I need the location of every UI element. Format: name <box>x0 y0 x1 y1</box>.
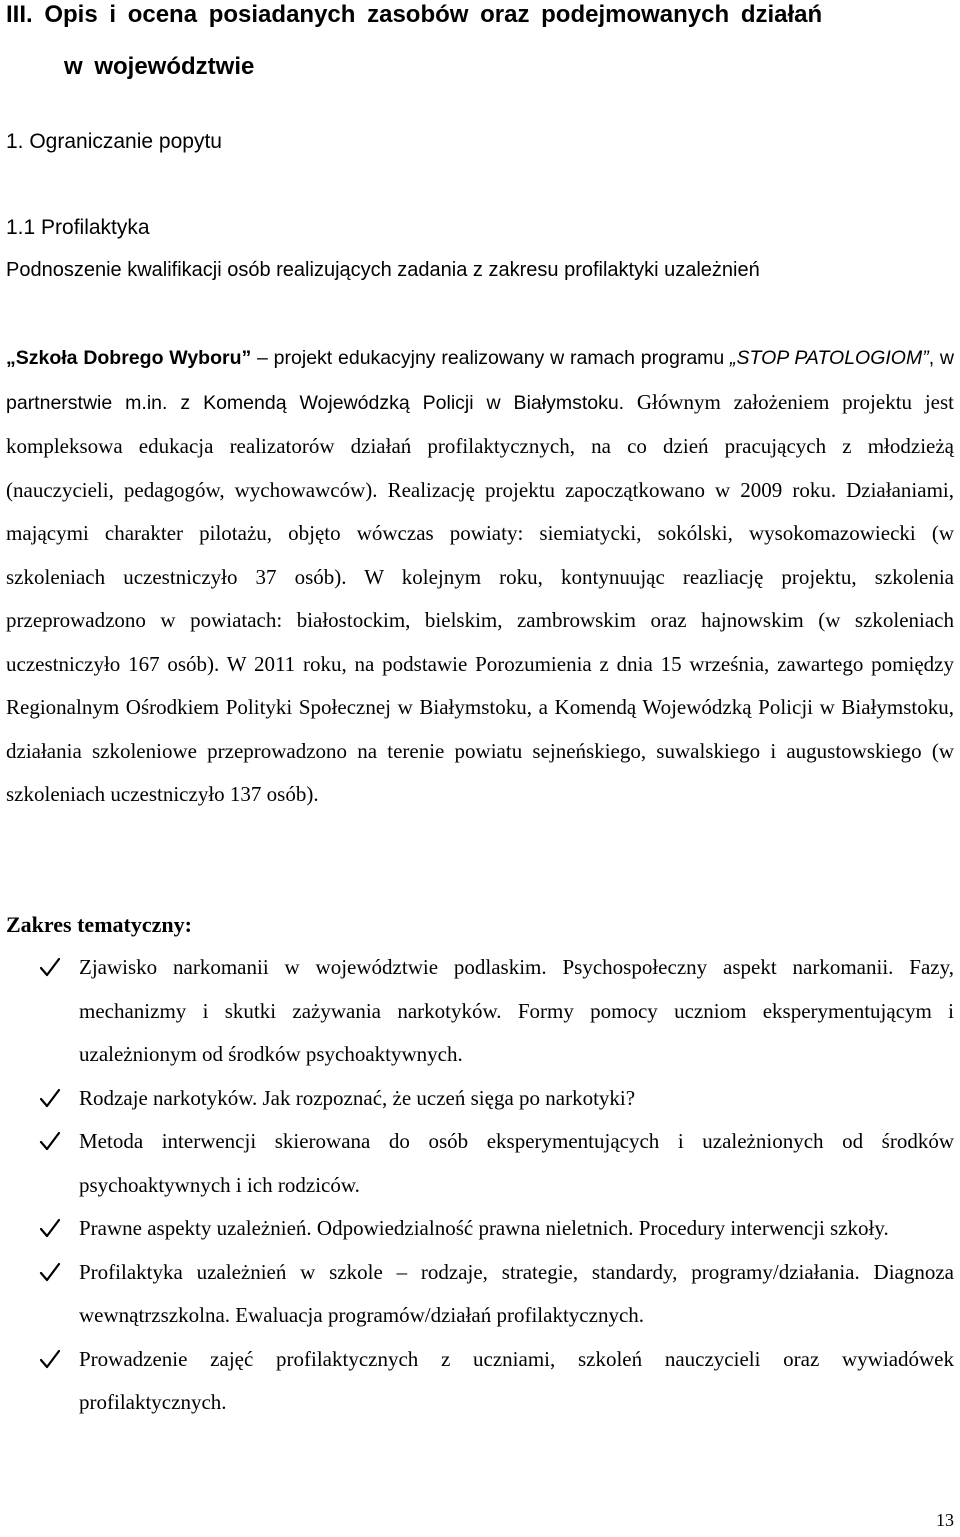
subsection-heading: 1.1 Profilaktyka <box>6 216 150 239</box>
list-item-text: Rodzaje narkotyków. Jak rozpoznać, że uczeń sięga po narkotyki? <box>79 1085 636 1110</box>
list-item-text: Zjawisko narkomanii w województwie podlaskim. Psychospołeczny aspekt narkomanii. Fazy, mechanizmy i skutki zażywania narkotyków. Formy pomocy uczniom eksperymentującym i uzależnionym od środków psychoaktywnych. <box>79 955 954 1066</box>
list-item <box>0 946 954 1077</box>
check-mark-icon <box>38 1251 62 1294</box>
chapter-heading <box>6 0 956 93</box>
check-mark-icon <box>38 946 62 989</box>
list-item <box>0 1251 954 1338</box>
check-mark-icon <box>38 1207 62 1250</box>
main-paragraph <box>6 336 954 817</box>
list-item <box>0 1338 954 1425</box>
intro-line: Podnoszenie kwalifikacji osób realizujących zadania z zakresu profilaktyki uzależnień <box>6 259 760 281</box>
list-item-text: Metoda interwencji skierowana do osób eksperymentujących i uzależnionych od środków psychoaktywnych i ich rodziców. <box>79 1129 954 1197</box>
chapter-heading-line-1: III. Opis i ocena posiadanych zasobów oraz podejmowanych działań <box>6 1 823 28</box>
section-heading: 1. Ograniczanie popytu <box>6 130 222 153</box>
check-mark-icon <box>38 1120 62 1163</box>
partnership-text: , w partnerstwie m.in. z Komendą Wojewódzką Policji w Białymstoku. <box>6 347 954 414</box>
check-mark-icon <box>38 1338 62 1381</box>
chapter-heading-line-2: w województwie <box>64 53 255 80</box>
topics-list <box>0 946 960 1425</box>
list-item-text: Prawne aspekty uzależnień. Odpowiedzialność prawna nieletnich. Procedury interwencji szkoły. <box>79 1216 889 1240</box>
project-name: „Szkoła Dobrego Wyboru” <box>6 347 252 369</box>
check-mark-icon <box>38 1077 62 1120</box>
program-name: „STOP PATOLOGIOM” <box>730 347 929 369</box>
list-item <box>0 1120 954 1207</box>
project-description: – projekt edukacyjny realizowany w ramach programu <box>251 347 731 369</box>
list-item-text: Profilaktyka uzależnień w szkole – rodzaje, strategie, standardy, programy/działania. Diagnoza wewnątrzszkolna. Ewaluacja programów/działań profilaktycznych. <box>79 1259 954 1327</box>
list-item <box>0 1077 954 1121</box>
paragraph-body: Głównym założeniem projektu jest kompleksowa edukacja realizatorów działań profilaktycznych, na co dzień pracujących z młodzieżą (nauczycieli, pedagogów, wychowawców). Realizację projektu zapoczątkowano w 2009 roku. Działaniami, mającymi charakter pilotażu, objęto wówczas powiaty: siemiatycki, sokólski, wysokomazowiecki (w szkoleniach uczestniczyło 37 osób). W kolejnym roku, kontynuując reazliację projektu, szkolenia przeprowadzono w powiatach: białostockim, bielskim, zambrowskim oraz hajnowskim (w szkoleniach uczestniczyło 167 osób). W 2011 roku, na podstawie Porozumienia z dnia 15 września, zawartego pomiędzy Regionalnym Ośrodkiem Polityki Społecznej w Białymstoku, a Komendą Wojewódzką Policji w Białymstoku, działania szkoleniowe przeprowadzono na terenie powiatu sejneńskiego, suwalskiego i augustowskiego (w szkoleniach uczestniczyło 137 osób). <box>6 389 954 806</box>
list-item <box>0 1207 954 1251</box>
topics-title: Zakres tematyczny: <box>6 912 192 937</box>
list-item-text: Prowadzenie zajęć profilaktycznych z uczniami, szkoleń nauczycieli oraz wywiadówek profilaktycznych. <box>79 1346 954 1414</box>
page-number: 13 <box>936 1510 954 1530</box>
